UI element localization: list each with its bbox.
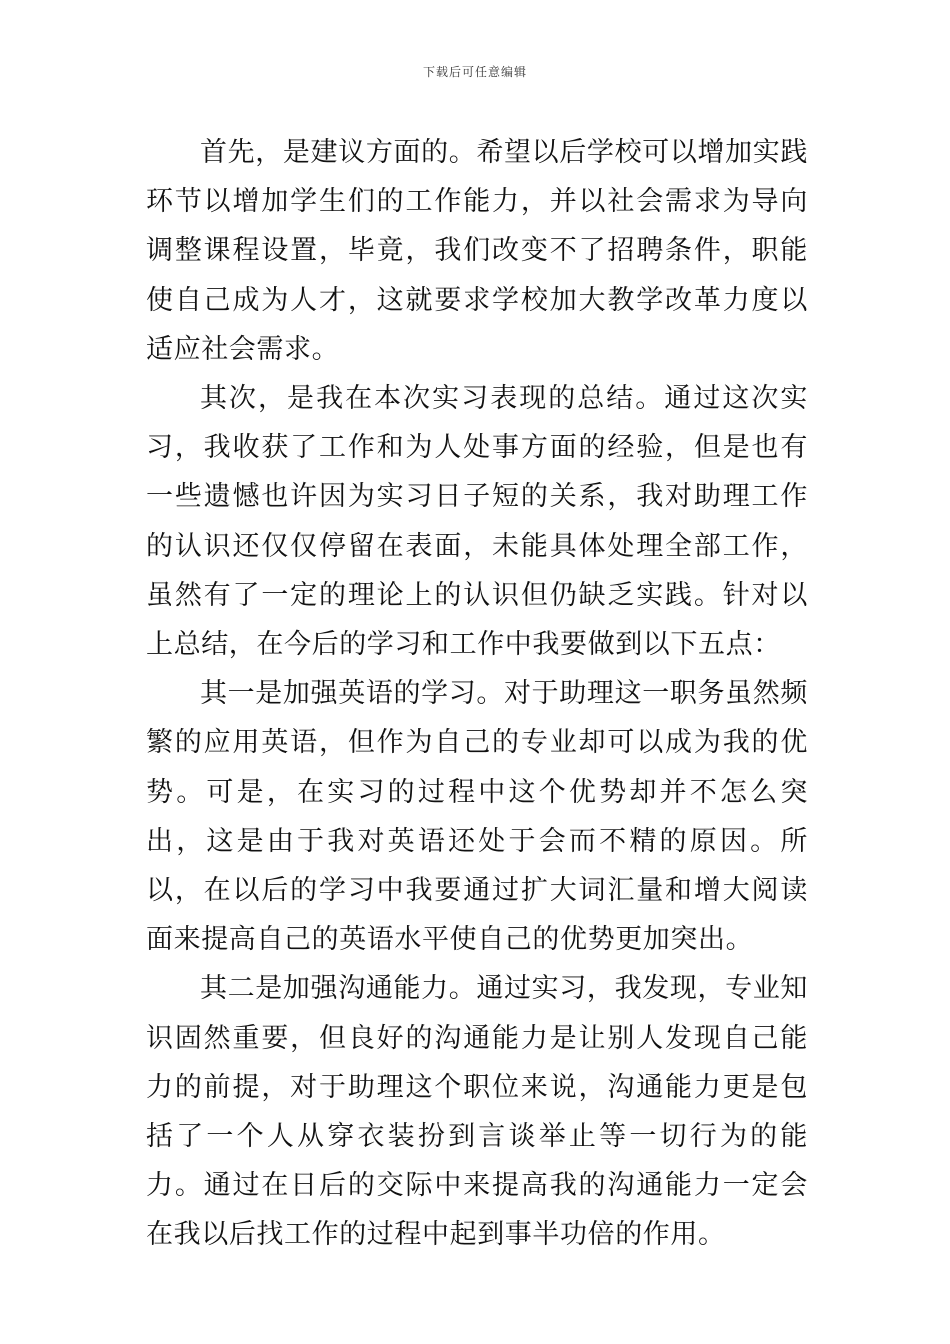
paragraph-english-study: 其一是加强英语的学习。对于助理这一职务虽然频繁的应用英语，但作为自己的专业却可以成为我的优势。可是，在实习的过程中这个优势却并不怎么突出，这是由于我对英语还处于会而不精的原因。所以，在以后的学习中我要通过扩大词汇量和增大阅读面来提高自己的英语水平使自己的优势更加突出。 bbox=[146, 678, 808, 956]
paragraph-suggestions: 首先，是建议方面的。希望以后学校可以增加实践环节以增加学生们的工作能力，并以社会需求为导向调整课程设置，毕竟，我们改变不了招聘条件，职能使自己成为人才，这就要求学校加大教学改革力度以适应社会需求。 bbox=[146, 137, 808, 365]
page-header: 下载后可任意编辑 bbox=[422, 65, 527, 79]
paragraph-communication: 其二是加强沟通能力。通过实习，我发现，专业知识固然重要，但良好的沟通能力是让别人发现自己能力的前提，对于助理这个职位来说，沟通能力更是包括了一个人从穿衣装扮到言谈举止等一切行为的能力。通过在日后的交际中来提高我的沟通能力一定会在我以后找工作的过程中起到事半功倍的作用。 bbox=[146, 973, 808, 1251]
document-body bbox=[146, 128, 808, 1260]
paragraph-internship-summary: 其次，是我在本次实习表现的总结。通过这次实习，我收获了工作和为人处事方面的经验，但是也有一些遗憾也许因为实习日子短的关系，我对助理工作的认识还仅仅停留在表面，未能具体处理全部工作，虽然有了一定的理论上的认识但仍缺乏实践。针对以上总结，在今后的学习和工作中我要做到以下五点： bbox=[146, 383, 808, 661]
